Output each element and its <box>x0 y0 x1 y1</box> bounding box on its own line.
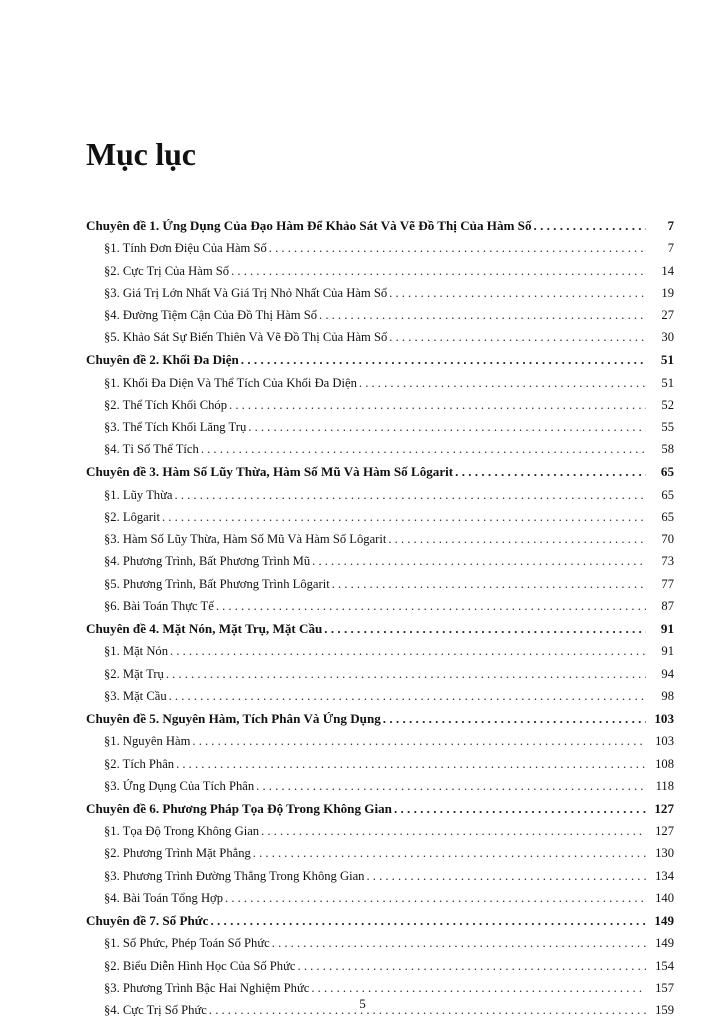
toc-entry-page-number: 52 <box>661 397 674 412</box>
toc-entry-page-number: 98 <box>661 688 674 703</box>
toc-entry-page-number: 91 <box>660 620 674 636</box>
toc-entry-title: §3. Hàm Số Lũy Thừa, Hàm Số Mũ Và Hàm Số Lôgarit <box>104 532 387 547</box>
toc-entry-page-number: 127 <box>655 824 674 839</box>
toc-entry-title: §1. Nguyên Hàm <box>104 734 191 749</box>
toc-entry-title: §6. Bài Toán Thực Tế <box>104 598 214 613</box>
toc-section-entry[interactable] <box>86 577 674 599</box>
toc-entry-page-number: 51 <box>661 375 674 390</box>
toc-chapter-entry[interactable] <box>86 218 674 241</box>
toc-entry-page-number: 134 <box>655 868 674 883</box>
toc-entry-title: §1. Khối Đa Diện Và Thể Tích Của Khối Đa Diện <box>104 375 357 390</box>
toc-entry-page-number: 91 <box>661 644 674 659</box>
toc-chapter-entry[interactable] <box>86 352 674 375</box>
toc-entry-title: §1. Tọa Độ Trong Không Gian <box>104 824 260 839</box>
toc-section-entry[interactable] <box>86 757 674 779</box>
toc-entry-page-number: 19 <box>661 285 674 300</box>
toc-chapter-entry[interactable] <box>86 621 674 644</box>
toc-section-entry[interactable] <box>86 554 674 576</box>
toc-entry-title: §1. Tính Đơn Điệu Của Hàm Số <box>104 241 267 256</box>
toc-section-entry[interactable] <box>86 734 674 756</box>
toc-section-entry[interactable] <box>86 510 674 532</box>
dot-leader <box>225 891 646 906</box>
toc-entry-title: §2. Biểu Diễn Hình Học Của Số Phức <box>104 958 296 973</box>
toc-entry-page-number: 55 <box>661 420 674 435</box>
toc-section-entry[interactable] <box>86 644 674 666</box>
dot-leader <box>256 779 646 794</box>
dot-leader <box>231 264 646 279</box>
toc-section-entry[interactable] <box>86 846 674 868</box>
toc-entry-page-number: 7 <box>667 241 674 256</box>
toc-entry-title: Chuyên đề 2. Khối Đa Diện <box>86 352 239 368</box>
toc-entry-title: Chuyên đề 5. Nguyên Hàm, Tích Phân Và Ứng Dụng <box>86 710 381 726</box>
toc-section-entry[interactable] <box>86 286 674 308</box>
dot-leader <box>389 286 646 301</box>
toc-section-entry[interactable] <box>86 330 674 352</box>
toc-entry-page-number: 14 <box>661 263 674 278</box>
dot-leader <box>319 308 646 323</box>
toc-entry-page-number: 149 <box>655 936 674 951</box>
dot-leader <box>394 801 646 817</box>
toc-entry-page-number: 103 <box>654 710 674 726</box>
toc-entry-page-number: 65 <box>660 464 674 480</box>
toc-section-entry[interactable] <box>86 779 674 801</box>
dot-leader <box>388 532 646 547</box>
dot-leader <box>229 398 646 413</box>
toc-entry-page-number: 70 <box>661 532 674 547</box>
dot-leader <box>162 510 646 525</box>
toc-entry-title: §3. Thể Tích Khối Lăng Trụ <box>104 420 247 435</box>
dot-leader <box>324 621 646 637</box>
toc-entry-title: §2. Lôgarit <box>104 510 160 525</box>
dot-leader <box>359 376 646 391</box>
toc-entry-title: §1. Mặt Nón <box>104 644 169 659</box>
dot-leader <box>332 577 646 592</box>
dot-leader <box>216 599 646 614</box>
toc-entry-page-number: 127 <box>654 800 674 816</box>
toc-entry-page-number: 27 <box>661 307 674 322</box>
toc-entry-page-number: 140 <box>655 890 674 905</box>
dot-leader <box>248 420 646 435</box>
toc-section-entry[interactable] <box>86 689 674 711</box>
toc-chapter-entry[interactable] <box>86 464 674 487</box>
toc-entry-title: §3. Ứng Dụng Của Tích Phân <box>104 778 255 793</box>
toc-chapter-entry[interactable] <box>86 801 674 824</box>
toc-entry-page-number: 94 <box>661 666 674 681</box>
toc-entry-title: Chuyên đề 6. Phương Pháp Tọa Độ Trong Không Gian <box>86 800 392 816</box>
toc-section-entry[interactable] <box>86 891 674 913</box>
toc-entry-page-number: 7 <box>667 218 674 233</box>
toc-entry-page-number: 130 <box>655 846 674 861</box>
toc-entry-title: §3. Phương Trình Đường Thẳng Trong Không Gian <box>104 868 365 883</box>
toc-entry-page-number: 103 <box>655 734 674 749</box>
toc-entry-title: §2. Cực Trị Của Hàm Số <box>104 263 230 278</box>
toc-section-entry[interactable] <box>86 667 674 689</box>
dot-leader <box>253 846 646 861</box>
toc-entry-title: §2. Phương Trình Mặt Phẳng <box>104 846 251 861</box>
toc-entry-title: §3. Mặt Cầu <box>104 688 167 703</box>
toc-entry-page-number: 77 <box>661 576 674 591</box>
toc-section-entry[interactable] <box>86 869 674 891</box>
toc-entry-title: §5. Phương Trình, Bất Phương Trình Lôgarit <box>104 576 330 591</box>
dot-leader <box>366 869 646 884</box>
toc-entry-page-number: 118 <box>655 778 674 793</box>
toc-entry-page-number: 58 <box>661 442 674 457</box>
dot-leader <box>311 981 646 996</box>
toc-section-entry[interactable] <box>86 599 674 621</box>
dot-leader <box>312 554 646 569</box>
toc-chapter-entry[interactable] <box>86 913 674 936</box>
toc-section-entry[interactable] <box>86 420 674 442</box>
toc-entry-page-number: 65 <box>661 510 674 525</box>
toc-section-entry[interactable] <box>86 488 674 510</box>
dot-leader <box>170 644 646 659</box>
toc-section-entry[interactable] <box>86 398 674 420</box>
toc-entry-title: §4. Tỉ Số Thể Tích <box>104 442 199 457</box>
toc-entry-title: §2. Thể Tích Khối Chóp <box>104 397 228 412</box>
dot-leader <box>261 824 646 839</box>
toc-entry-page-number: 154 <box>655 958 674 973</box>
toc-entry-page-number: 30 <box>661 330 674 345</box>
toc-section-entry[interactable] <box>86 376 674 398</box>
dot-leader <box>192 734 646 749</box>
toc-entry-title: §1. Số Phức, Phép Toán Số Phức <box>104 936 270 951</box>
dot-leader <box>201 442 646 457</box>
toc-section-entry[interactable] <box>86 959 674 981</box>
toc-entry-title: Chuyên đề 7. Số Phức <box>86 913 209 929</box>
toc-entry-page-number: 159 <box>655 1002 674 1017</box>
toc-entry-title: §3. Giá Trị Lớn Nhất Và Giá Trị Nhỏ Nhất Của Hàm Số <box>104 285 388 300</box>
dot-leader <box>241 352 646 368</box>
dot-leader <box>169 689 646 704</box>
dot-leader <box>534 218 646 234</box>
toc-entry-page-number: 157 <box>655 980 674 995</box>
toc-entry-title: §2. Tích Phân <box>104 756 175 771</box>
toc-entry-page-number: 65 <box>661 487 674 502</box>
toc-entry-title: §4. Đường Tiệm Cận Của Đồ Thị Hàm Số <box>104 307 318 322</box>
toc-entry-title: Chuyên đề 4. Mặt Nón, Mặt Trụ, Mặt Cầu <box>86 620 323 636</box>
toc-section-entry[interactable] <box>86 241 674 263</box>
table-of-contents <box>86 218 674 1025</box>
page-number: 5 <box>359 996 366 1011</box>
toc-entry-title: §4. Cực Trị Số Phức <box>104 1002 207 1017</box>
toc-entry-title: §4. Phương Trình, Bất Phương Trình Mũ <box>104 554 311 569</box>
toc-entry-page-number: 87 <box>661 598 674 613</box>
toc-entry-page-number: 108 <box>655 756 674 771</box>
dot-leader <box>389 330 646 345</box>
toc-entry-title: §3. Phương Trình Bậc Hai Nghiệm Phức <box>104 980 310 995</box>
dot-leader <box>298 959 646 974</box>
toc-entry-title: §1. Lũy Thừa <box>104 487 173 502</box>
toc-entry-title: §5. Khảo Sát Sự Biến Thiên Và Vẽ Đồ Thị Của Hàm Số <box>104 330 388 345</box>
dot-leader <box>176 757 646 772</box>
toc-entry-page-number: 149 <box>654 913 674 929</box>
dot-leader <box>166 667 646 682</box>
toc-entry-title: Chuyên đề 1. Ứng Dụng Của Đạo Hàm Để Khảo Sát Và Vẽ Đồ Thị Của Hàm Số <box>86 218 532 233</box>
toc-entry-title: §4. Bài Toán Tổng Hợp <box>104 890 224 905</box>
toc-entry-page-number: 73 <box>661 554 674 569</box>
dot-leader <box>455 464 646 480</box>
dot-leader <box>269 241 646 256</box>
toc-section-entry[interactable] <box>86 442 674 464</box>
dot-leader <box>383 711 646 727</box>
toc-chapter-entry[interactable] <box>86 711 674 734</box>
toc-section-entry[interactable] <box>86 308 674 330</box>
dot-leader <box>272 936 646 951</box>
page-title: Mục lục <box>86 136 196 172</box>
toc-section-entry[interactable] <box>86 824 674 846</box>
toc-section-entry[interactable] <box>86 264 674 286</box>
dot-leader <box>175 488 646 503</box>
toc-section-entry[interactable] <box>86 936 674 958</box>
dot-leader <box>210 913 646 929</box>
toc-entry-page-number: 51 <box>660 352 674 368</box>
toc-entry-title: Chuyên đề 3. Hàm Số Lũy Thừa, Hàm Số Mũ Và Hàm Số Lôgarit <box>86 464 454 480</box>
toc-section-entry[interactable] <box>86 532 674 554</box>
toc-entry-title: §2. Mặt Trụ <box>104 666 164 681</box>
